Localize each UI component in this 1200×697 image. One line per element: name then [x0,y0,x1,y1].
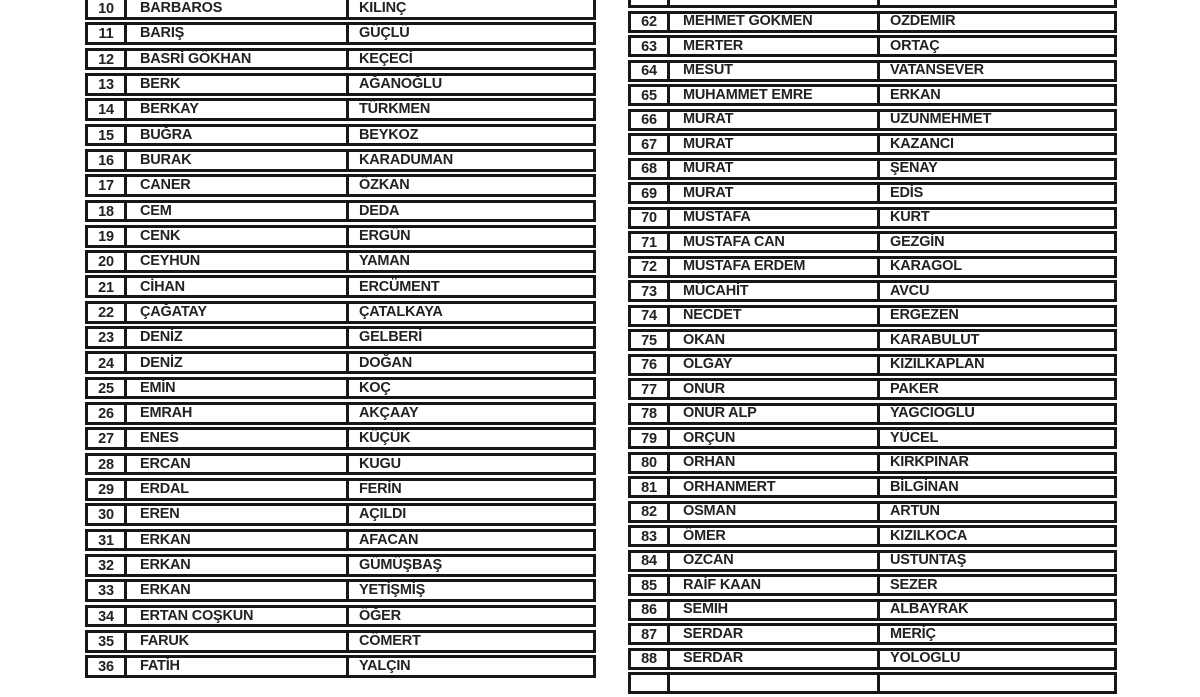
first-name-cell: BARIŞ [127,25,349,42]
row-number-cell: 77 [631,381,670,397]
last-name-cell: PAKER [890,381,939,397]
table-row [85,377,596,400]
last-name-cell: FERİN [359,481,402,498]
first-name-cell: BUĞRA [127,127,349,144]
row-number-cell: 15 [88,127,127,144]
row-number-cell: 74 [631,308,670,324]
last-name-cell: EDİS [890,185,924,201]
table-row [628,60,1117,82]
last-name-cell: MERİÇ [890,626,936,642]
row-number-cell: 86 [631,602,670,618]
last-name-cell: ERCÜMENT [359,278,440,295]
row-number-cell: 12 [88,51,127,68]
table-row [628,427,1117,449]
first-name-cell: MUSTAFA ERDEM [670,259,880,275]
table-row [85,402,596,425]
table-row [628,256,1117,278]
last-name-cell [880,0,1114,5]
last-name-cell: ÜSTÜNTAŞ [890,552,967,569]
row-number-cell: 76 [631,357,670,373]
last-name-cell: KOÇ [359,379,391,396]
row-number-cell: 18 [88,203,127,220]
last-name-cell: CÖMERT [359,632,421,649]
last-name-cell: YÜCEL [890,430,939,446]
table-row [628,378,1117,400]
table-row [628,109,1117,131]
table-row [85,0,596,20]
table-row [85,326,596,349]
row-number-cell: 28 [88,456,127,473]
last-name-cell: YAMAN [359,253,410,270]
last-name-cell: DEDA [359,202,400,219]
table-row [85,301,596,324]
first-name-cell: EMİN [127,380,349,397]
row-number-cell: 25 [88,380,127,397]
row-number-cell: 79 [631,430,670,446]
row-number-cell: 64 [631,63,670,79]
last-name-cell: SEZER [890,577,938,593]
table-row [85,48,596,71]
last-name-cell: AKÇAAY [359,405,419,422]
row-number-cell: 82 [631,504,670,520]
first-name-cell: NECDET [670,308,880,324]
row-number-cell: 84 [631,553,670,569]
first-name-cell: MUHAMMET EMRE [670,87,880,103]
table-row [628,231,1117,253]
table-row [628,329,1117,351]
last-name-cell: ERGÜN [359,227,411,244]
first-name-cell: CEYHUN [127,253,349,270]
table-row [85,529,596,552]
first-name-cell: ÖZCAN [670,553,880,569]
table-row [628,158,1117,180]
last-name-cell: KARABULUT [890,332,980,348]
row-number-cell: 66 [631,112,670,128]
table-row [85,225,596,248]
last-name-cell: VATANSEVER [890,62,984,79]
last-name-cell: KEÇECİ [359,50,413,67]
row-number-cell: 34 [88,608,127,625]
row-number-cell: 80 [631,455,670,471]
first-name-cell: OKAN [670,332,880,348]
last-name-cell: TÜRKMEN [359,101,431,118]
first-name-cell: MUSTAFA CAN [670,234,880,250]
last-name-cell: KIRKPINAR [890,454,969,471]
table-row [85,554,596,577]
first-name-cell: ONUR [670,381,880,397]
row-number-cell: 20 [88,253,127,270]
last-name-cell: KARAGÖL [890,258,962,275]
table-row [85,250,596,273]
last-name-cell: BEYKOZ [359,126,419,143]
last-name-cell: YETİŞMİŞ [359,582,426,599]
row-number-cell: 33 [88,582,127,599]
table-row [85,124,596,147]
first-name-cell: FARUK [127,633,349,650]
roster-table-left [85,0,596,680]
last-name-cell: KÜÇÜK [359,430,411,447]
first-name-cell: ORHANMERT [670,479,880,495]
row-number-cell: 30 [88,506,127,523]
row-number-cell: 81 [631,479,670,495]
first-name-cell: SEMİH [670,602,880,618]
first-name-cell: FATİH [127,658,349,675]
last-name-cell: KILINÇ [359,0,407,17]
last-name-cell: YOLOĞLU [890,650,961,667]
row-number-cell: 11 [88,25,127,42]
row-number-cell: 29 [88,481,127,498]
last-name-cell: GELBERİ [359,329,423,346]
first-name-cell [670,0,880,5]
row-number-cell: 21 [88,278,127,295]
first-name-cell: ERKAN [127,582,349,599]
table-row [85,22,596,45]
row-number-cell: 27 [88,430,127,447]
row-number-cell: 70 [631,210,670,226]
row-number-cell: 73 [631,283,670,299]
last-name-cell [880,675,1114,691]
row-number-cell: 16 [88,152,127,169]
first-name-cell: BERKAY [127,101,349,118]
row-number-cell: 62 [631,14,670,30]
first-name-cell: ONUR ALP [670,406,880,422]
table-row [85,630,596,653]
partial-row-top [628,0,1117,8]
table-row [85,98,596,121]
table-row [628,207,1117,229]
last-name-cell: AÇILDI [359,506,407,523]
table-row [628,476,1117,498]
row-number-cell: 75 [631,332,670,348]
first-name-cell: ERKAN [127,532,349,549]
last-name-cell: ARTÜN [890,503,940,520]
first-name-cell: BARBAROS [127,0,349,17]
table-row [628,182,1117,204]
first-name-cell: MESUT [670,63,880,79]
first-name-cell: ORHAN [670,455,880,471]
row-number-cell: 68 [631,161,670,177]
table-row [628,84,1117,106]
row-number-cell: 36 [88,658,127,675]
roster-rows-right [628,11,1117,670]
last-name-cell: UZUNMEHMET [890,111,992,128]
row-number-cell: 83 [631,528,670,544]
table-row [85,453,596,476]
first-name-cell: MURAT [670,185,880,201]
first-name-cell: MUSTAFA [670,210,880,226]
table-row [85,605,596,628]
last-name-cell: ERKAN [890,87,941,103]
partial-row-bottom [628,672,1117,694]
table-row [628,354,1117,376]
row-number-cell: 14 [88,101,127,118]
row-number-cell [631,675,670,691]
table-row [628,623,1117,645]
table-row [628,452,1117,474]
first-name-cell: ERKAN [127,557,349,574]
roster-table-right [628,0,1117,697]
last-name-cell: AĞANOĞLU [359,76,442,93]
last-name-cell: YAĞCIOĞLU [890,405,975,422]
last-name-cell: GÜMÜŞBAŞ [359,557,442,574]
table-row [628,35,1117,57]
row-number-cell [631,0,670,5]
row-number-cell: 88 [631,651,670,667]
row-number-cell: 67 [631,136,670,152]
row-number-cell: 24 [88,354,127,371]
last-name-cell: ŞENAY [890,160,938,177]
last-name-cell: KIZILKAPLAN [890,356,985,373]
row-number-cell: 22 [88,304,127,321]
table-row [85,503,596,526]
last-name-cell: KIZILKOCA [890,528,968,544]
last-name-cell: ÖZDEMİR [890,13,956,30]
last-name-cell: AFACAN [359,531,419,548]
last-name-cell: KARADUMAN [359,152,454,169]
table-row [628,403,1117,425]
row-number-cell: 19 [88,228,127,245]
last-name-cell: AVCU [890,283,930,299]
table-row [85,351,596,374]
first-name-cell: CİHAN [127,278,349,295]
first-name-cell: MURAT [670,161,880,177]
row-number-cell: 87 [631,626,670,642]
row-number-cell: 13 [88,76,127,93]
last-name-cell: KURT [890,209,930,226]
row-number-cell: 26 [88,405,127,422]
last-name-cell: ÖĞER [359,607,401,624]
row-number-cell: 32 [88,557,127,574]
first-name-cell: BERK [127,76,349,93]
row-number-cell: 10 [88,0,127,17]
first-name-cell: ERTAN COŞKUN [127,608,349,625]
last-name-cell: GÜÇLÜ [359,25,410,42]
last-name-cell: ALBAYRAK [890,601,969,618]
last-name-cell: DOĞAN [359,354,412,371]
table-row [628,550,1117,572]
first-name-cell: ERCAN [127,456,349,473]
row-number-cell: 23 [88,329,127,346]
first-name-cell: EREN [127,506,349,523]
first-name-cell: MERTER [670,38,880,54]
first-name-cell: ÖMER [670,528,880,544]
first-name-cell: DENİZ [127,354,349,371]
first-name-cell: ÇAĞATAY [127,304,349,321]
first-name-cell: ENES [127,430,349,447]
row-number-cell: 85 [631,577,670,593]
table-row [628,501,1117,523]
table-row [85,579,596,602]
row-number-cell: 63 [631,38,670,54]
table-row [85,149,596,172]
table-row [85,275,596,298]
last-name-cell: YALÇIN [359,658,411,675]
first-name-cell: MURAT [670,136,880,152]
table-row [85,73,596,96]
row-number-cell: 65 [631,87,670,103]
last-name-cell: KUGU [359,455,401,472]
table-row [628,11,1117,33]
last-name-cell: KAZANCI [890,136,954,152]
last-name-cell: GEZGİN [890,234,945,250]
last-name-cell: ORTAÇ [890,38,940,54]
first-name-cell: CENK [127,228,349,245]
first-name-cell: OSMAN [670,504,880,520]
first-name-cell: OLGAY [670,357,880,373]
first-name-cell: ORÇUN [670,430,880,446]
first-name-cell: CEM [127,203,349,220]
table-row [628,599,1117,621]
table-row [628,525,1117,547]
last-name-cell: ÇATALKAYA [359,303,443,320]
first-name-cell: DENİZ [127,329,349,346]
table-row [85,427,596,450]
last-name-cell: ÖZKAN [359,177,410,194]
first-name-cell: SERDAR [670,626,880,642]
first-name-cell: EMRAH [127,405,349,422]
first-name-cell: MEHMET GÖKMEN [670,14,880,30]
last-name-cell: ERGEZEN [890,307,959,324]
row-number-cell: 78 [631,406,670,422]
first-name-cell: BURAK [127,152,349,169]
table-row [628,648,1117,670]
roster-rows-left [85,0,596,678]
row-number-cell: 35 [88,633,127,650]
table-row [628,280,1117,302]
table-row [628,574,1117,596]
first-name-cell: MÜCAHİT [670,283,880,299]
first-name-cell: ERDAL [127,481,349,498]
first-name-cell: MURAT [670,112,880,128]
row-number-cell: 71 [631,234,670,250]
row-number-cell: 69 [631,185,670,201]
first-name-cell: CANER [127,177,349,194]
first-name-cell: BASRİ GÖKHAN [127,51,349,68]
first-name-cell [670,675,880,691]
table-row [628,133,1117,155]
row-number-cell: 72 [631,259,670,275]
row-number-cell: 17 [88,177,127,194]
first-name-cell: RAİF KAAN [670,577,880,593]
row-number-cell: 31 [88,532,127,549]
table-row [85,478,596,501]
table-row [85,200,596,223]
last-name-cell: BİLGİNAN [890,479,959,495]
first-name-cell: SERDAR [670,651,880,667]
table-row [628,305,1117,327]
table-row [85,174,596,197]
